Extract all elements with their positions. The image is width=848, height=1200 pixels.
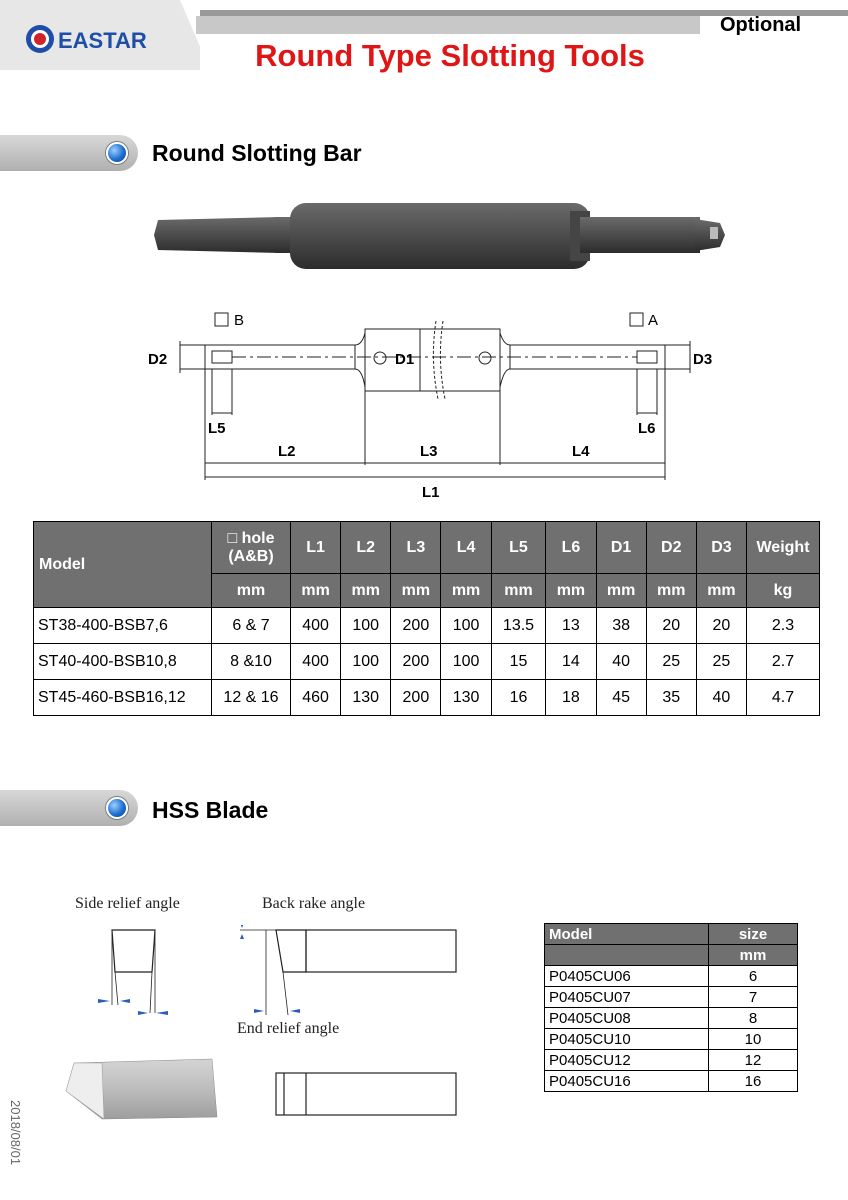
th-hole-line2: (A&B)	[228, 547, 274, 565]
cell: 14	[546, 644, 596, 680]
section-title-hss-blade: HSS Blade	[152, 797, 269, 823]
cell: 6	[709, 966, 798, 987]
cell: 100	[441, 608, 491, 644]
label-d3: D3	[693, 351, 713, 368]
cell: 200	[391, 644, 441, 680]
th-d1: D1	[596, 522, 646, 574]
th-l6: L6	[546, 522, 596, 574]
unit: mm	[441, 574, 491, 608]
label-a: A	[648, 312, 659, 329]
th-hole-line1: □ hole	[227, 529, 275, 547]
dimension-drawing	[140, 305, 720, 510]
table-row	[545, 1008, 798, 1029]
label-back-rake: Back rake angle	[262, 895, 366, 912]
unit: mm	[596, 574, 646, 608]
th-model: Model	[545, 924, 709, 945]
table-row	[545, 1050, 798, 1071]
label-l6: L6	[638, 420, 656, 437]
cell: P0405CU06	[545, 966, 709, 987]
bullet-icon	[106, 797, 128, 819]
cell: 4.7	[747, 680, 820, 716]
th-l3: L3	[391, 522, 441, 574]
cell: ST40-400-BSB10,8	[34, 644, 212, 680]
unit: mm	[291, 574, 341, 608]
th-weight: Weight	[747, 522, 820, 574]
table-row	[34, 680, 820, 716]
cell: P0405CU10	[545, 1029, 709, 1050]
unit: mm	[709, 945, 798, 966]
hss-blade-table	[544, 923, 798, 1092]
unit: mm	[546, 574, 596, 608]
table-row	[34, 644, 820, 680]
table-row	[34, 608, 820, 644]
cell: 16	[709, 1071, 798, 1092]
cell: P0405CU12	[545, 1050, 709, 1071]
table-row	[545, 987, 798, 1008]
slotting-bar-table	[33, 521, 820, 716]
unit: kg	[747, 574, 820, 608]
slotting-bar-photo	[150, 195, 730, 280]
cell: 200	[391, 608, 441, 644]
cell: 7	[709, 987, 798, 1008]
unit	[545, 945, 709, 966]
cell: 20	[646, 608, 696, 644]
label-end-relief: End relief angle	[237, 1020, 340, 1037]
th-l1: L1	[291, 522, 341, 574]
cell: 130	[341, 680, 391, 716]
blade-angle-drawing	[90, 925, 470, 1030]
cell: P0405CU16	[545, 1071, 709, 1092]
th-model: Model	[34, 522, 212, 608]
cell: 35	[646, 680, 696, 716]
page-title: Round Type Slotting Tools	[255, 38, 645, 73]
unit: mm	[341, 574, 391, 608]
cell: 100	[341, 608, 391, 644]
cell: 2.7	[747, 644, 820, 680]
table-row	[545, 966, 798, 987]
cell: 40	[696, 680, 746, 716]
cell: ST38-400-BSB7,6	[34, 608, 212, 644]
cell: 10	[709, 1029, 798, 1050]
cell: 12	[709, 1050, 798, 1071]
section-title-round-slotting-bar: Round Slotting Bar	[152, 140, 362, 166]
cell: 2.3	[747, 608, 820, 644]
unit: mm	[212, 574, 291, 608]
th-d3: D3	[696, 522, 746, 574]
optional-tag: Optional	[720, 14, 802, 36]
cell: 200	[391, 680, 441, 716]
cell: 8	[709, 1008, 798, 1029]
cell: 130	[441, 680, 491, 716]
cell: 16	[491, 680, 546, 716]
document-date: 2018/08/01	[8, 1100, 23, 1166]
unit: mm	[491, 574, 546, 608]
bullet-icon	[106, 142, 128, 164]
header-band	[196, 16, 700, 34]
th-l2: L2	[341, 522, 391, 574]
table-row	[545, 1071, 798, 1092]
th-size: size	[709, 924, 798, 945]
cell: 100	[441, 644, 491, 680]
cell: 15	[491, 644, 546, 680]
cell: 38	[596, 608, 646, 644]
cell: 25	[696, 644, 746, 680]
unit: mm	[696, 574, 746, 608]
unit: mm	[646, 574, 696, 608]
cell: 6 & 7	[212, 608, 291, 644]
cell: 13	[546, 608, 596, 644]
th-d2: D2	[646, 522, 696, 574]
cell: P0405CU08	[545, 1008, 709, 1029]
label-b: B	[234, 312, 245, 329]
th-l4: L4	[441, 522, 491, 574]
table-row	[545, 1029, 798, 1050]
hss-blade-photo	[62, 1055, 222, 1130]
brand-logo-text: EASTAR	[58, 28, 147, 53]
label-l3: L3	[420, 443, 438, 460]
cell: 8 &10	[212, 644, 291, 680]
cell: P0405CU07	[545, 987, 709, 1008]
th-l5: L5	[491, 522, 546, 574]
label-side-relief: Side relief angle	[75, 895, 180, 912]
cell: 460	[291, 680, 341, 716]
label-l5: L5	[208, 420, 226, 437]
cell: 12 & 16	[212, 680, 291, 716]
cell: 18	[546, 680, 596, 716]
label-d1: D1	[395, 351, 415, 368]
cell: 400	[291, 644, 341, 680]
cell: 45	[596, 680, 646, 716]
label-l4: L4	[572, 443, 590, 460]
unit: mm	[391, 574, 441, 608]
cell: 400	[291, 608, 341, 644]
cell: 100	[341, 644, 391, 680]
cell: 25	[646, 644, 696, 680]
th-hole	[212, 522, 291, 574]
label-l1: L1	[422, 484, 440, 501]
label-l2: L2	[278, 443, 296, 460]
cell: 20	[696, 608, 746, 644]
cell: ST45-460-BSB16,12	[34, 680, 212, 716]
label-d2: D2	[148, 351, 168, 368]
cell: 40	[596, 644, 646, 680]
blade-side-drawing	[275, 1072, 460, 1123]
cell: 13.5	[491, 608, 546, 644]
